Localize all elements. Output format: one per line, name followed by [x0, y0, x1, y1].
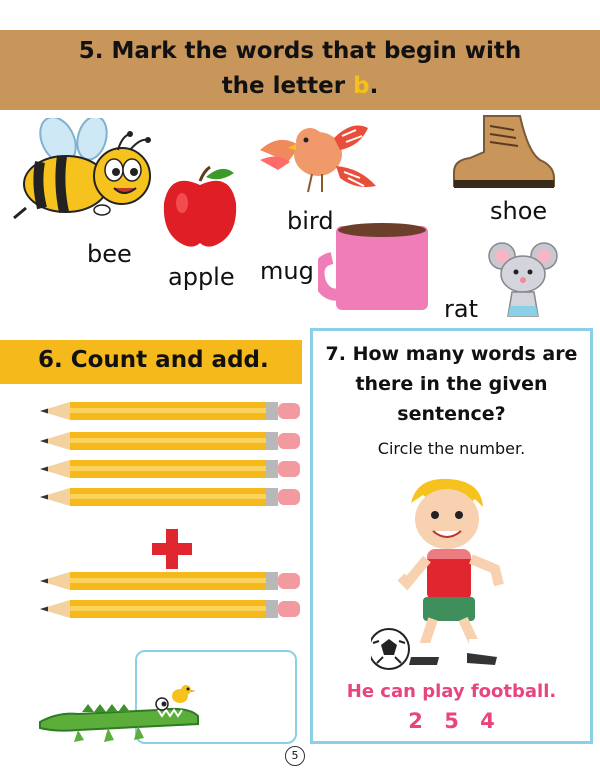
pencil-icon — [40, 488, 300, 506]
question-5-banner — [0, 30, 600, 110]
pencil-icon — [40, 572, 300, 590]
question-5-title-line2 — [0, 73, 600, 99]
question-5-title-line1: 5. Mark the words that begin with — [78, 38, 522, 64]
plus-icon — [150, 527, 194, 571]
title-prefix: the letter — [221, 73, 354, 99]
question-7-options[interactable]: 2 5 4 — [408, 709, 495, 733]
pencil-group-1 — [40, 402, 304, 510]
question-6-title: 6. Count and add. — [38, 347, 269, 373]
title-suffix: . — [369, 73, 379, 99]
mug-icon — [318, 222, 434, 312]
bee-icon — [10, 118, 160, 226]
word-bird[interactable]: bird — [287, 207, 334, 235]
pencil-group-2 — [40, 572, 304, 622]
question-6-banner — [0, 340, 302, 384]
boy-football-icon — [371, 473, 533, 673]
word-apple[interactable]: apple — [168, 263, 235, 291]
pencil-icon — [40, 600, 300, 618]
word-mug[interactable]: mug — [260, 257, 314, 285]
pencil-icon — [40, 432, 300, 450]
question-7-instruction: Circle the number. — [377, 439, 526, 458]
word-bee[interactable]: bee — [87, 240, 132, 268]
page-number: 5 — [285, 746, 305, 766]
highlighted-letter: b — [353, 73, 370, 99]
word-shoe[interactable]: shoe — [490, 197, 548, 225]
bird-icon — [256, 116, 382, 200]
shoe-icon — [450, 112, 556, 192]
pencil-icon — [40, 460, 300, 478]
crocodile-icon — [38, 682, 202, 744]
question-7-box — [310, 328, 593, 744]
rat-icon — [488, 240, 558, 324]
apple-icon — [160, 165, 242, 249]
question-7-sentence: He can play football. — [346, 681, 557, 702]
word-rat[interactable]: rat — [444, 295, 478, 323]
pencil-icon — [40, 402, 300, 420]
question-7-title: 7. How many words are there in the given sentence? — [325, 343, 578, 425]
